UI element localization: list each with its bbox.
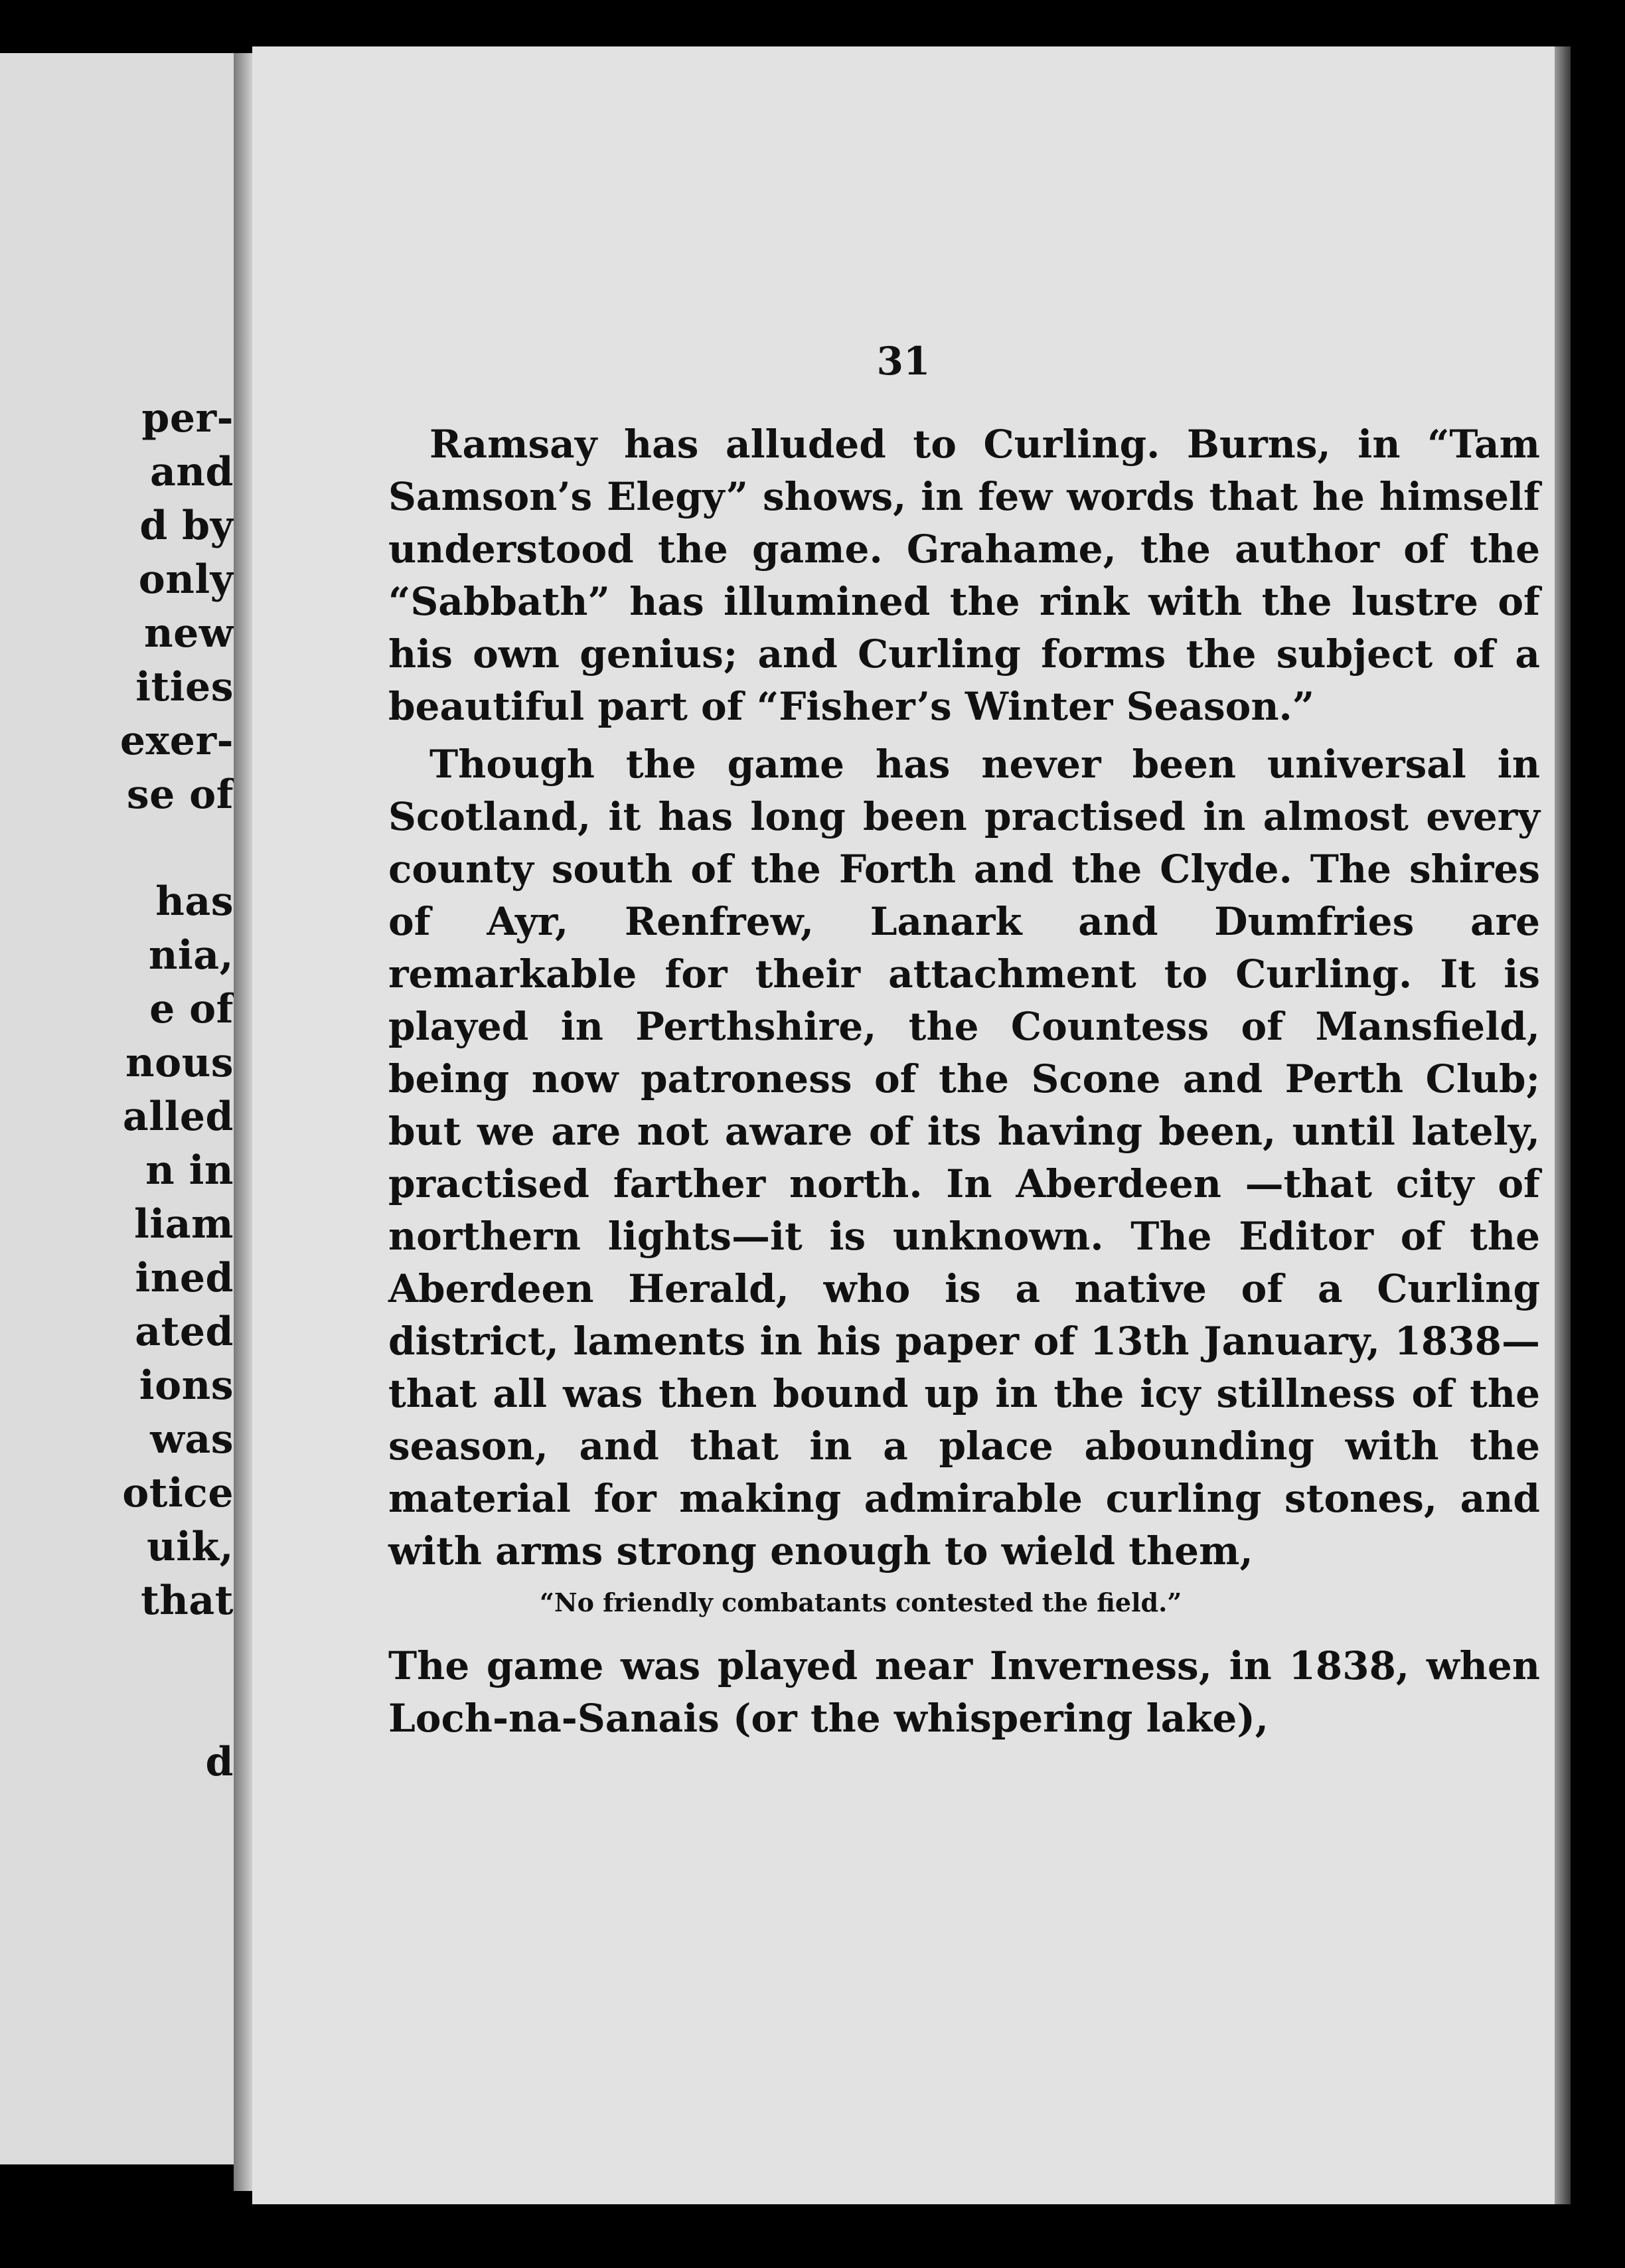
left-page-text-fragments (120, 392, 234, 1789)
left-fragment (120, 822, 234, 875)
left-fragment: exer- (119, 718, 234, 764)
paragraph: Though the game has never been universal in Scotland, it has long been practised in almost every county south of the Forth and the Clyde. The shires of Ayr, Renfrew, Lanark and Dumfries are remarkable for their attachment to Curling. It is played in Perthshire, the Countess of Mansfield, being now patroness of the Scone and Perth Club; but we are not aware of its having been, until lately, practised farther north. In Aberdeen —that city of northern lights—it is unknown. The Editor of the Aberdeen Herald, who is a native of a Curling district, laments in his paper of 13th January, 1838—that all was then bound up in the icy stillness of the season, and that in a place abounding with the material for making admirable curling stones, and with arms strong enough to wield them, (388, 742, 1540, 1574)
left-fragment (120, 1628, 234, 1682)
paragraph: Ramsay has alluded to Curling. Burns, in “Tam Samson’s Elegy” shows, in few words that he himself understood the game. Grahame, the author of the “Sabbath” has illumined the rink with the lustre of his own genius; and Curling forms the subject of a beautiful part of “Fisher’s Winter Season.” (388, 422, 1540, 729)
left-fragment: ated (135, 1309, 234, 1355)
left-fragment: uik, (147, 1524, 234, 1570)
left-facing-page (0, 53, 236, 2164)
left-fragment: e of (149, 986, 234, 1032)
page-number: 31 (876, 339, 931, 384)
left-fragment: se of (126, 771, 234, 818)
left-fragment: that (141, 1578, 234, 1624)
page-body (388, 418, 1540, 1750)
left-fragment (120, 1682, 234, 1736)
left-fragment: new (144, 610, 234, 657)
left-fragment: d by (139, 503, 234, 549)
left-fragment: has (155, 878, 234, 925)
left-fragment: otice (122, 1470, 234, 1516)
left-fragment: ions (139, 1362, 234, 1409)
left-fragment: nous (125, 1040, 234, 1086)
book-gutter (234, 53, 252, 2191)
left-fragment: alled (122, 1094, 234, 1140)
left-fragment: only (138, 556, 234, 603)
page-edge-shadow (1555, 46, 1571, 2204)
book-page (252, 46, 1561, 2204)
left-fragment: ities (135, 664, 234, 710)
left-fragment: was (150, 1416, 234, 1463)
left-fragment: n in (145, 1147, 234, 1194)
quotation: “No friendly combatants contested the field.” (540, 1587, 1182, 1617)
paragraph: The game was played near Inverness, in 1838, when Loch-na-Sanais (or the whispering lake), (388, 1643, 1540, 1741)
left-fragment: ined (135, 1255, 234, 1301)
left-fragment: and (150, 449, 234, 495)
left-fragment: nia, (148, 932, 234, 979)
left-fragment: d (205, 1739, 234, 1785)
left-fragment: liam (134, 1201, 234, 1248)
left-fragment: per- (141, 395, 234, 442)
